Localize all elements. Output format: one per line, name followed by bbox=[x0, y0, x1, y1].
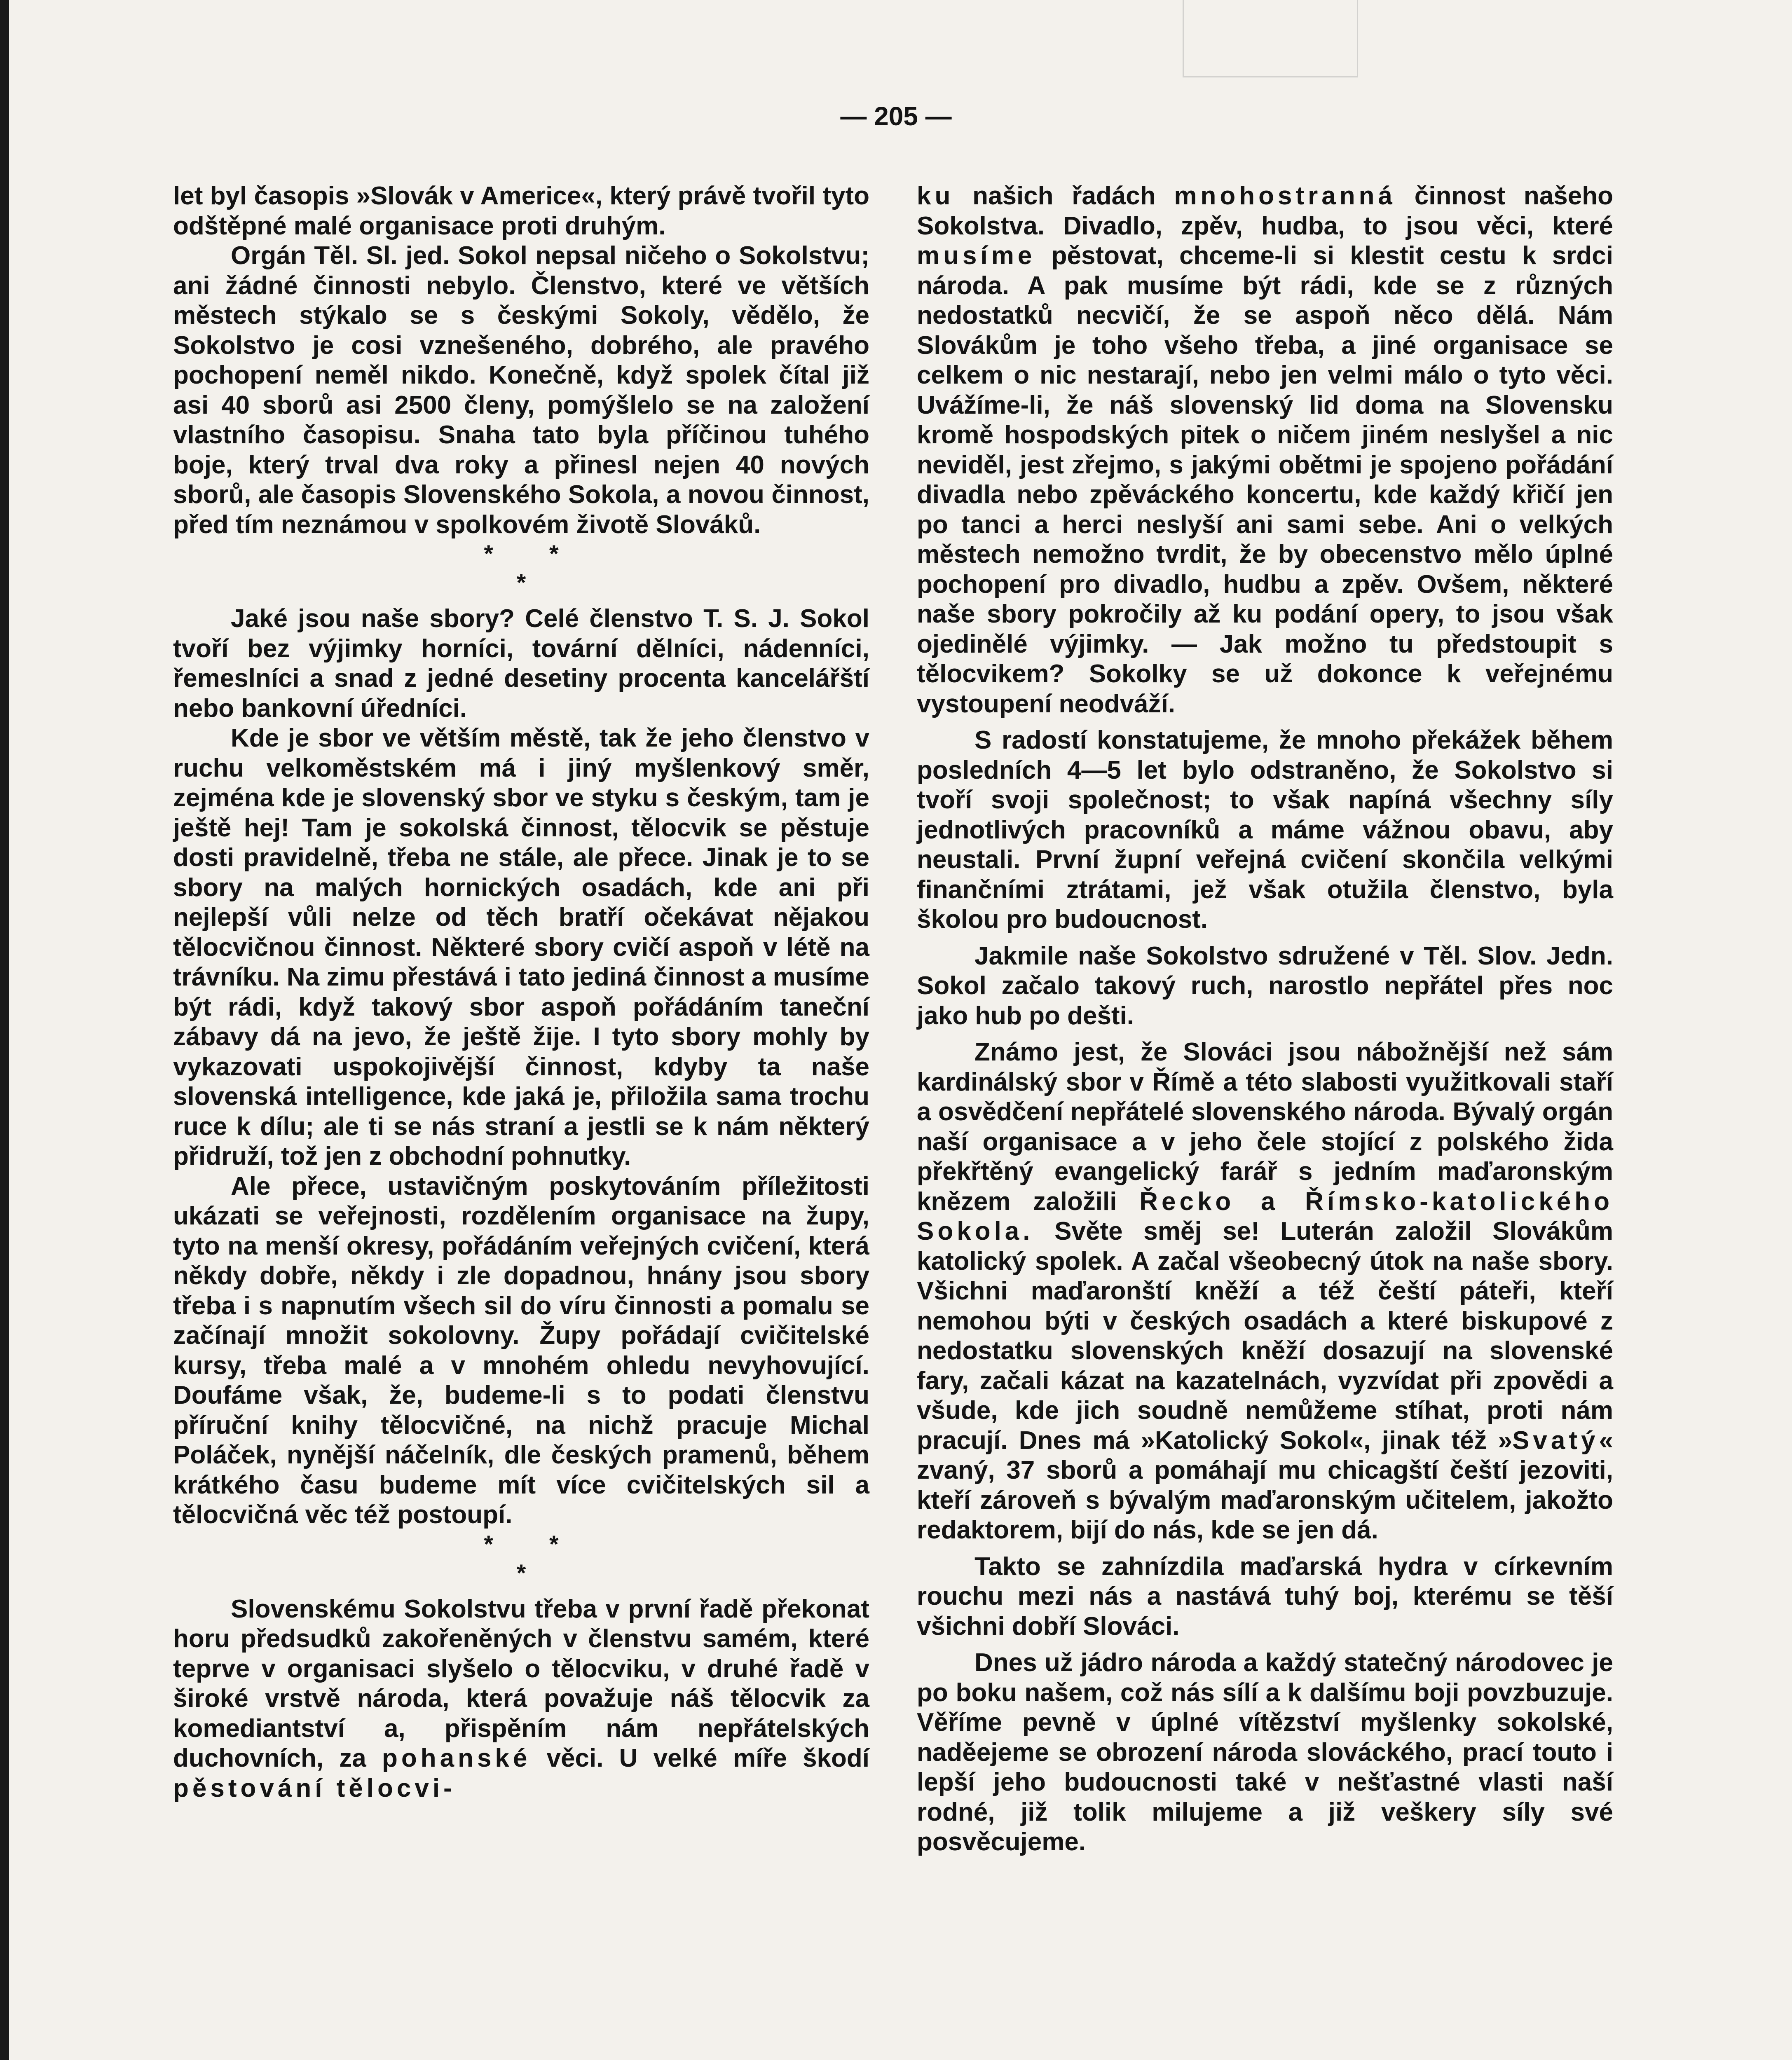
separator-star: * bbox=[516, 569, 526, 596]
spaced-text: musíme bbox=[917, 241, 1036, 270]
scan-page-edge bbox=[0, 0, 9, 2060]
paragraph: Jakmile naše Sokolstvo sdružené v Těl. Slov. Jedn. Sokol začalo takový ruch, narostlo nepřátel přes noc jako hub po dešti. bbox=[917, 941, 1613, 1030]
spaced-text: Svatý bbox=[1512, 1426, 1599, 1455]
spaced-text: ku bbox=[917, 182, 954, 210]
section-separator bbox=[173, 1530, 869, 1588]
paragraph: Kde je sbor ve větším městě, tak že jeho členstvo v ruchu velkoměstském má i jiný myšlenkový směr, zejména kde je slovenský sbor ve styku s českým, tam je ještě hej! Tam je sokolská činnost, tělocvik se pěstuje dosti pravidelně, třeba ne stále, ale přece. Jinak je to se sbory na malých hornických osadách, kde ani při nejlepší vůli nelze od těch bratří očekávat nějakou tělocvičnou činnost. Některé sbory cvičí aspoň v létě na trávníku. Na zimu přestává i tato jediná činnost a musíme být rádi, když takový sbor aspoň pořádáním taneční zábavy dá na jevo, že ještě žije. I tyto sbory mohly by vykazovati uspokojivější činnost, kdyby ta naše slovenská intelligence, kde jaká je, přiložila sama trochu ruce k dílu; ale ti se nás straní a jestli se k nám některý přidruží, tož jen z obchodní pohnutky. bbox=[173, 724, 869, 1170]
spaced-text: pěstování tělocvi- bbox=[173, 1774, 456, 1802]
paragraph: Jaké jsou naše sbory? Celé členstvo T. S. J. Sokol tvoří bez výjimky horníci, tovární dělníci, nádenníci, řemeslníci a snad z jedné desetiny procenta kancelářští nebo bankovní úředníci. bbox=[173, 604, 869, 723]
separator-stars: * * bbox=[484, 541, 559, 567]
text-run: Známo jest, že Slováci jsou nábožnější než sám kardinálský sbor v Římě a této slabosti využitkovali staří a osvědčení nepřátelé slovenského národa. Bývalý orgán naší organisace a v jeho čele stojící z polského žida překřtěný evangelický farář s jedním maďaronským knězem založili bbox=[917, 1038, 1613, 1216]
library-stamp bbox=[1183, 0, 1358, 77]
paragraph bbox=[173, 1594, 869, 1804]
spaced-text: mnohostranná bbox=[1174, 182, 1396, 210]
spaced-text: Řecko a Římsko-katolického Sokola. bbox=[917, 1187, 1613, 1245]
text-run: našich řadách bbox=[972, 182, 1156, 210]
left-column bbox=[173, 181, 869, 1803]
paragraph: let byl časopis »Slovák v Americe«, který právě tvořil tyto odštěpné malé organisace proti druhým. bbox=[173, 182, 869, 240]
text-run: pěstovat, chceme-li si klestit cestu k srdci národa. A pak musíme být rádi, kde se z různých nedostatků necvičí, že se aspoň něco dělá. Nám Slovákům je toho všeho třeba, a jiné organisace se celkem o nic nestarají, nebo jen velmi málo o tyto věci. Uvážíme-li, že náš slovenský lid doma na Slovensku kromě hospodských pitek o ničem jiném neslyšel a nic neviděl, jest zřejmo, s jakými obětmi je spojeno pořádání divadla nebo zpěváckého koncertu, kde každý křičí jen po tanci a herci neslyší ani sami sebe. Ani o velkých městech nemožno tvrdit, že by obecenstvo mělo úplné pochopení pro divadlo, hudbu a zpěv. Ovšem, některé naše sbory pokročily až ku podání opery, to jsou však ojedinělé výjimky. — Jak možno tu předstoupit s tělocvikem? Sokolky se už dokonce k veřejnému vystoupení neodváží. bbox=[917, 241, 1613, 718]
paragraph: Dnes už jádro národa a každý statečný národovec je po boku našem, což nás sílí a k dalšímu boji povzbuzuje. Věříme pevně v úplné vítězství myšlenky sokolské, naděejeme se obrození národa slováckého, prací touto i lepší jeho budoucnosti také v nešťastné vlasti naší rodné, již tolik milujeme a již veškery síly své posvěcujeme. bbox=[917, 1648, 1613, 1856]
right-column bbox=[917, 181, 1613, 1857]
text-run: Slovenskému Sokolstvu třeba v první řadě překonat horu předsudků zakořeněných v členstvu samém, které teprve v organisaci slyšelo o tělocviku, v druhé řadě v široké vrstvě národa, která považuje náš tělocvik za komediantství a, přispěním nám nepřátelských duchovních, za bbox=[173, 1594, 869, 1772]
spaced-text: pohanské bbox=[382, 1744, 531, 1772]
text-run: « zvaný, 37 sborů a pomáhají mu chicagští čeští jezoviti, kteří zároveň s bývalým maďaronským učitelem, jakožto redaktorem, bijí do nás, kde se jen dá. bbox=[917, 1426, 1613, 1544]
paragraph: Takto se zahnízdila maďarská hydra v církevním rouchu mezi nás a nastává tuhý boj, kterému se těší všichni dobří Slováci. bbox=[917, 1552, 1613, 1641]
text-run: Světe směj se! Luterán založil Slovákům katolický spolek. A začal všeobecný útok na naše sbory. Všichni maďaronští kněží a též čeští páteři, kteří nemohou býti v českých osadách a které biskupové z nedostatku slovenských kněží dosazují na slovenské fary, začali kázat na kazatelnách, vyzvídat při zpovědi a všude, kde jich soudně nemůžeme stíhat, proti nám pracují. Dnes má »Katolický Sokol«, jinak též » bbox=[917, 1217, 1613, 1455]
page-number: — 205 — bbox=[840, 101, 952, 131]
paragraph: S radostí konstatujeme, že mnoho překážek během posledních 4—5 let bylo odstraněno, že Sokolstvo si tvoří svoji společnost; to však napíná všechny síly jednotlivých pracovníků a máme vážnou obavu, aby neustali. První župní veřejná cvičení skončila velkými finančními ztrátami, jež však otužila členstvo, byla školou pro budoucnost. bbox=[917, 726, 1613, 934]
paragraph: Ale přece, ustavičným poskytováním příležitosti ukázati se veřejnosti, rozdělením organisace na župy, tyto na menší okresy, pořádáním veřejných cvičení, která někdy dobře, někdy i zle dopadnou, hnány jsou sbory třeba i s napnutím všech sil do víru činnosti a pomalu se začínají množit sokolovny. Župy pořádají cvičitelské kursy, třeba malé a v mnohém ohledu nevyhovující. Doufáme však, že, budeme-li s to podati členstvu příruční knihy tělocvičné, na nichž pracuje Michal Poláček, nynější náčelník, dle českých pramenů, během krátkého času budeme mít více cvičitelských sil a tělocvičná věc též postoupí. bbox=[173, 1172, 869, 1529]
text-run: věci. U velké míře škodí bbox=[546, 1744, 870, 1772]
paragraph: Orgán Těl. Sl. jed. Sokol nepsal ničeho o Sokolstvu; ani žádné činnosti nebylo. Členstvo, které ve větších městech stýkalo se s českými Sokoly, vědělo, že Sokolstvo je cosi vznešeného, dobrého, ale pravého pochopení neměl nikdo. Konečně, když spolek čítal již asi 40 sborů asi 2500 členy, pomýšlelo se na založení vlastního časopisu. Snaha tato byla příčinou tuhého boje, který trval dva roky a přinesl nejen 40 nových sborů, ale časopis Slovenského Sokola, a novou činnost, před tím neznámou v spolkovém životě Slováků. bbox=[173, 241, 869, 539]
separator-stars: * * bbox=[484, 1531, 559, 1558]
paragraph bbox=[917, 181, 1613, 719]
paragraph bbox=[917, 1037, 1613, 1545]
section-separator bbox=[173, 540, 869, 597]
separator-star: * bbox=[516, 1559, 526, 1587]
text-run: činnost našeho Sokolstva. Divadlo, zpěv, hudba, to jsou věci, které bbox=[917, 182, 1613, 240]
